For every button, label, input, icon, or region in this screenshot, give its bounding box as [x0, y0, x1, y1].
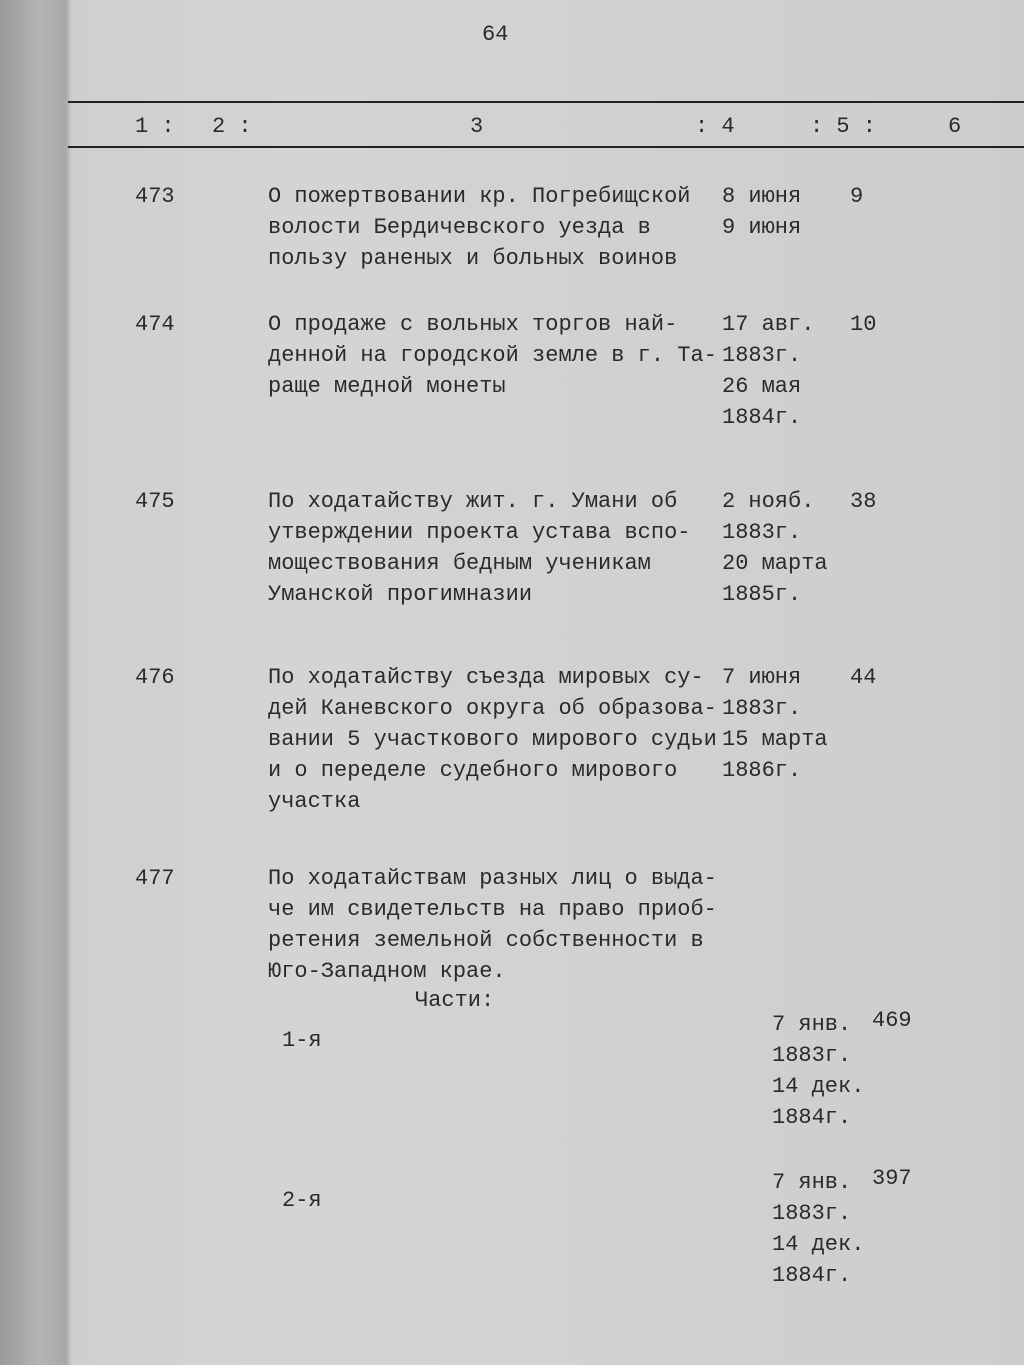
- entry-description-line: По ходатайству съезда мировых су-: [268, 665, 704, 690]
- entry-date: 1884г.: [722, 405, 802, 430]
- col-3: 3: [470, 114, 484, 139]
- entry-description-line: О пожертвовании кр. Погребищской: [268, 184, 691, 209]
- entry-description-line: денной на городской земле в г. Та-: [268, 343, 717, 368]
- entry-description-line: По ходатайству жит. г. Умани об: [268, 489, 678, 514]
- entry-number: 473: [135, 184, 175, 209]
- entry-date: 1886г.: [722, 758, 802, 783]
- part-date: 7 янв.: [772, 1012, 852, 1037]
- parts-label: Части:: [415, 988, 495, 1013]
- col-6: 6: [948, 114, 962, 139]
- part-date: 7 янв.: [772, 1170, 852, 1195]
- header-bottom-rule: [68, 146, 1024, 148]
- entry-number: 476: [135, 665, 175, 690]
- entry-date: 1885г.: [722, 582, 802, 607]
- part-date: 1884г.: [772, 1105, 852, 1130]
- entry-description-line: че им свидетельств на право приоб-: [268, 897, 717, 922]
- entry-description-line: По ходатайствам разных лиц о выда-: [268, 866, 717, 891]
- entry-description-line: участка: [268, 789, 361, 814]
- entry-number: 477: [135, 866, 175, 891]
- entry-description-line: дей Каневского округа об образова-: [268, 696, 717, 721]
- entry-description-line: моществования бедным ученикам: [268, 551, 651, 576]
- entry-sheets: 9: [850, 184, 864, 209]
- entry-date: 7 июня: [722, 665, 802, 690]
- page-number: 64: [482, 22, 509, 47]
- entry-date: 15 марта: [722, 727, 828, 752]
- col-1: 1 :: [135, 114, 175, 139]
- entry-description-line: О продаже с вольных торгов най-: [268, 312, 678, 337]
- part-date: 14 дек.: [772, 1074, 865, 1099]
- col-2: 2 :: [212, 114, 252, 139]
- header-top-rule: [68, 101, 1024, 103]
- part-label: 1-я: [282, 1028, 322, 1053]
- entry-sheets: 44: [850, 665, 877, 690]
- entry-description-line: волости Бердичевского уезда в: [268, 215, 651, 240]
- entry-description-line: ретения земельной собственности в: [268, 928, 704, 953]
- entry-date: 1883г.: [722, 520, 802, 545]
- col-4: : 4: [695, 114, 735, 139]
- entry-date: 2 нояб.: [722, 489, 815, 514]
- entry-date: 1883г.: [722, 343, 802, 368]
- entry-date: 20 марта: [722, 551, 828, 576]
- entry-sheets: 10: [850, 312, 877, 337]
- part-label: 2-я: [282, 1188, 322, 1213]
- entry-description-line: вании 5 участкового мирового судьи: [268, 727, 717, 752]
- entry-date: 26 мая: [722, 374, 802, 399]
- entry-description-line: утверждении проекта устава вспо-: [268, 520, 691, 545]
- entry-date: 1883г.: [722, 696, 802, 721]
- part-date: 1884г.: [772, 1263, 852, 1288]
- entry-description-line: Юго-Западном крае.: [268, 959, 506, 984]
- entry-date: 8 июня: [722, 184, 802, 209]
- entry-description-line: раще медной монеты: [268, 374, 506, 399]
- col-5: : 5 :: [810, 114, 877, 139]
- part-date: 14 дек.: [772, 1232, 865, 1257]
- entry-description-line: Уманской прогимназии: [268, 582, 533, 607]
- part-date: 1883г.: [772, 1043, 852, 1068]
- entry-description-line: пользу раненых и больных воинов: [268, 246, 678, 271]
- entry-number: 475: [135, 489, 175, 514]
- part-date: 1883г.: [772, 1201, 852, 1226]
- entry-number: 474: [135, 312, 175, 337]
- entry-date: 17 авг.: [722, 312, 815, 337]
- entry-sheets: 38: [850, 489, 877, 514]
- part-sheets: 469: [872, 1008, 912, 1033]
- part-sheets: 397: [872, 1166, 912, 1191]
- entry-date: 9 июня: [722, 215, 802, 240]
- entry-description-line: и о переделе судебного мирового: [268, 758, 678, 783]
